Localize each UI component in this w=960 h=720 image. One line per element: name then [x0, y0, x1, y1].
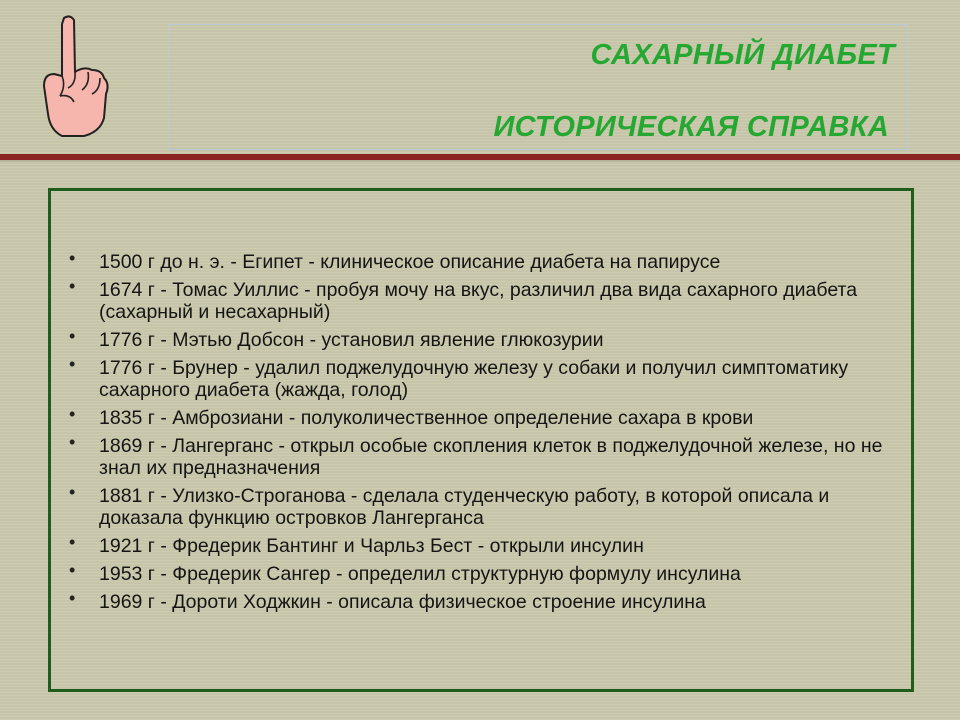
- list-item: [61, 482, 901, 529]
- content-frame: [48, 188, 914, 692]
- bullet-icon: •: [69, 404, 76, 424]
- list-item-text: 1776 г - Брунер - удалил поджелудочную железу у собаки и получил симптоматику сахарного диабета (жажда, голод): [99, 357, 849, 401]
- bullet-icon: •: [69, 532, 76, 552]
- list-item: [61, 588, 901, 613]
- bullet-icon: •: [69, 432, 76, 452]
- list-item: [61, 354, 901, 401]
- page-subtitle: ИСТОРИЧЕСКАЯ СПРАВКА: [493, 111, 889, 143]
- header-divider-shadow: [0, 160, 960, 162]
- list-item: [61, 326, 901, 351]
- history-list: [61, 248, 901, 619]
- list-item-text: 1674 г - Томас Уиллис - пробуя мочу на вкус, различил два вида сахарного диабета (сахарный и несахарный): [99, 279, 858, 323]
- list-item: [61, 248, 901, 273]
- bullet-icon: •: [69, 560, 76, 580]
- list-item-text: 1835 г - Амброзиани - полуколичественное определение сахара в крови: [99, 407, 754, 429]
- list-item: [61, 276, 901, 323]
- bullet-icon: •: [69, 326, 76, 346]
- title-frame: [168, 24, 908, 150]
- list-item: [61, 432, 901, 479]
- list-item: [61, 560, 901, 585]
- list-item: [61, 404, 901, 429]
- bullet-icon: •: [69, 276, 76, 296]
- list-item-text: 1776 г - Мэтью Добсон - установил явление глюкозурии: [99, 329, 604, 351]
- list-item-text: 1969 г - Дороти Ходжкин - описала физическое строение инсулина: [99, 591, 706, 613]
- list-item-text: 1953 г - Фредерик Сангер - определил структурную формулу инсулина: [99, 563, 741, 585]
- bullet-icon: •: [69, 482, 76, 502]
- bullet-icon: •: [69, 248, 76, 268]
- pointing-hand-icon: [40, 14, 112, 142]
- bullet-icon: •: [69, 354, 76, 374]
- list-item-text: 1881 г - Улизко-Строганова - сделала студенческую работу, в которой описала и доказала функцию островков Лангерганса: [99, 485, 830, 529]
- bullet-icon: •: [69, 588, 76, 608]
- list-item: [61, 532, 901, 557]
- list-item-text: 1869 г - Лангерганс - открыл особые скопления клеток в поджелудочной железе, но не знал их предназначения: [99, 435, 883, 479]
- list-item-text: 1500 г до н. э. - Египет - клиническое описание диабета на папирусе: [99, 251, 721, 273]
- list-item-text: 1921 г - Фредерик Бантинг и Чарльз Бест - открыли инсулин: [99, 535, 644, 557]
- page-title: САХАРНЫЙ ДИАБЕТ: [590, 39, 895, 71]
